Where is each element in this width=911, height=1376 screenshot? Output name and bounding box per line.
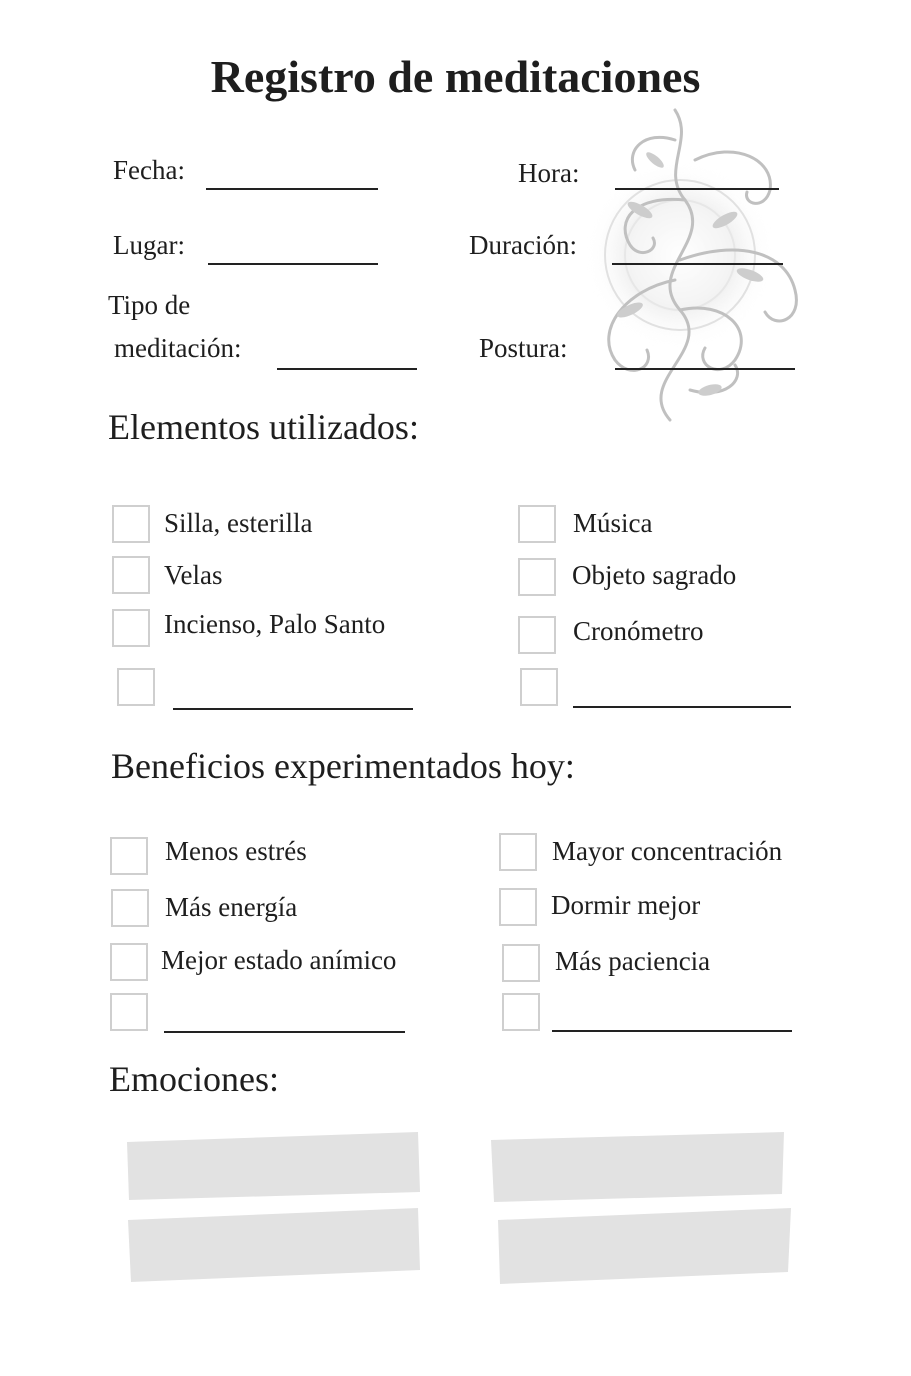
checkbox-paciencia[interactable] [502, 944, 540, 982]
emocion-swatch-4 [498, 1208, 791, 1284]
checkbox-concentracion[interactable] [499, 833, 537, 871]
postura-label: Postura: [479, 333, 568, 363]
hora-line[interactable] [615, 188, 779, 190]
tipo-label-line1: Tipo de [108, 290, 191, 320]
beneficio-concentracion: Mayor concentración [552, 836, 783, 866]
emociones-swatches [120, 1128, 800, 1293]
emocion-swatch-3 [128, 1208, 420, 1282]
duracion-label: Duración: [469, 230, 577, 260]
tipo-line[interactable] [277, 368, 417, 370]
lugar-line[interactable] [208, 263, 378, 265]
emociones-heading: Emociones: [109, 1059, 279, 1099]
beneficio-dormir: Dormir mejor [551, 890, 701, 920]
checkbox-musica[interactable] [518, 505, 556, 543]
floral-swirl-icon [575, 100, 820, 430]
elemento-otro-right-line[interactable] [573, 706, 791, 708]
lugar-label: Lugar: [113, 230, 185, 260]
checkbox-objeto[interactable] [518, 558, 556, 596]
checkbox-silla[interactable] [112, 505, 150, 543]
checkbox-incienso[interactable] [112, 609, 150, 647]
tipo-label-line2: meditación: [114, 333, 242, 363]
postura-line[interactable] [615, 368, 795, 370]
checkbox-velas[interactable] [112, 556, 150, 594]
checkbox-menos-estres[interactable] [110, 837, 148, 875]
elemento-otro-left-line[interactable] [173, 708, 413, 710]
checkbox-cronometro[interactable] [518, 616, 556, 654]
beneficio-mas-energia: Más energía [165, 892, 298, 922]
checkbox-elemento-otro-right[interactable] [520, 668, 558, 706]
checkbox-beneficio-otro-right[interactable] [502, 993, 540, 1031]
beneficio-otro-left-line[interactable] [164, 1031, 405, 1033]
elementos-heading: Elementos utilizados: [108, 407, 419, 447]
elemento-cronometro: Cronómetro [573, 616, 704, 646]
checkbox-dormir[interactable] [499, 888, 537, 926]
fecha-line[interactable] [206, 188, 378, 190]
elemento-silla: Silla, esterilla [164, 508, 313, 538]
hora-label: Hora: [518, 158, 580, 188]
elemento-velas: Velas [164, 560, 223, 590]
beneficio-mejor-animo: Mejor estado anímico [161, 945, 397, 975]
beneficio-paciencia: Más paciencia [555, 946, 711, 976]
emocion-swatch-2 [491, 1132, 784, 1202]
checkbox-mejor-animo[interactable] [110, 943, 148, 981]
fecha-label: Fecha: [113, 155, 185, 185]
elemento-musica: Música [573, 508, 653, 538]
elemento-incienso: Incienso, Palo Santo [164, 609, 386, 639]
elemento-objeto: Objeto sagrado [572, 560, 737, 590]
beneficio-menos-estres: Menos estrés [165, 836, 307, 866]
beneficios-heading: Beneficios experimentados hoy: [111, 746, 575, 786]
duracion-line[interactable] [612, 263, 783, 265]
emocion-swatch-1 [127, 1132, 420, 1200]
beneficio-otro-right-line[interactable] [552, 1030, 792, 1032]
page-title: Registro de meditaciones [210, 51, 701, 102]
checkbox-mas-energia[interactable] [111, 889, 149, 927]
checkbox-beneficio-otro-left[interactable] [110, 993, 148, 1031]
checkbox-elemento-otro-left[interactable] [117, 668, 155, 706]
